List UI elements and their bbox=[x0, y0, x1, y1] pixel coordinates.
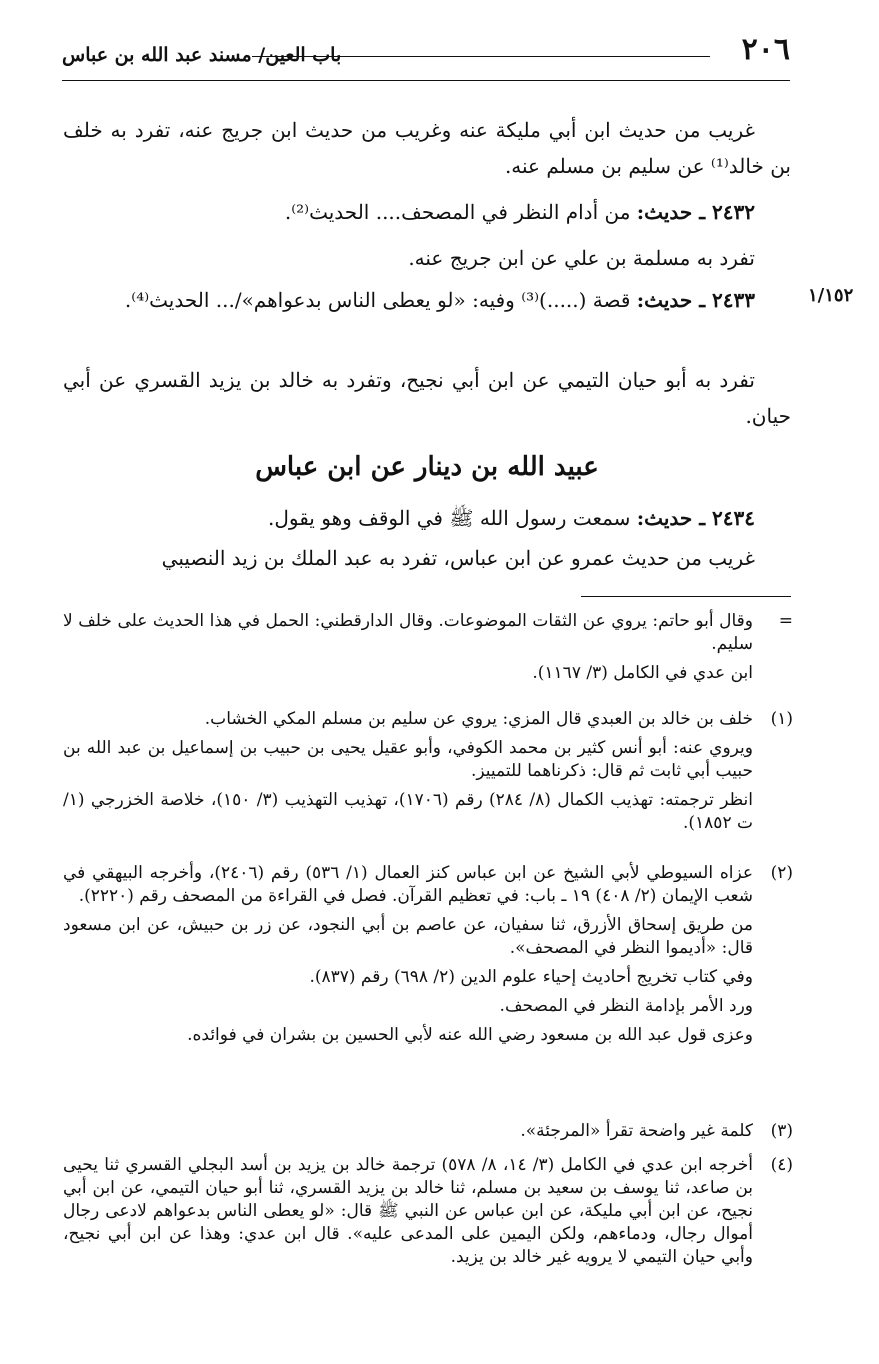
footnote-line: كلمة غير واضحة تقرأ «المرجئة». bbox=[520, 1121, 753, 1141]
continuation-marker: = bbox=[778, 611, 793, 631]
footnote-number: (١) bbox=[770, 709, 793, 729]
hadith-text: قصة (.....)⁽³⁾ وفيه: «لو يعطى الناس بدعواهم»/... الحديث⁽⁴⁾. bbox=[124, 288, 631, 312]
footnote-number: (٤) bbox=[770, 1155, 793, 1175]
footnote-2 bbox=[63, 862, 791, 1053]
hadith-2432 bbox=[63, 194, 791, 230]
header-underline bbox=[62, 80, 790, 81]
footnote-line: من طريق إسحاق الأزرق، ثنا سفيان، عن عاصم بن أبي النجود، عن زر بن حبيش، عن ابن مسعود قال: «أديموا النظر في المصحف». bbox=[63, 915, 753, 958]
footnote-line: ابن عدي في الكامل (٣/ ١١٦٧). bbox=[532, 663, 753, 683]
hadith-text: سمعت رسول الله ﷺ في الوقف وهو يقول. bbox=[267, 506, 631, 530]
paragraph-1: غريب من حديث ابن أبي مليكة عنه وغريب من حديث ابن جريج عنه، تفرد به خلف بن خالد⁽¹⁾ عن سليم بن مسلم عنه. bbox=[63, 118, 791, 178]
hadith-text: من أدام النظر في المصحف.... الحديث⁽²⁾. bbox=[284, 200, 631, 224]
footnote-line: خلف بن خالد بن العبدي قال المزي: يروي عن سليم بن مسلم المكي الخشاب. bbox=[204, 709, 753, 729]
footnote-4 bbox=[63, 1154, 791, 1275]
hadith-number: ٢٤٣٢ ـ حديث: bbox=[636, 200, 755, 224]
section-title: عبيد الله بن دينار عن ابن عباس bbox=[255, 452, 599, 482]
hadith-2434 bbox=[63, 500, 791, 536]
hadith-number: ٢٤٣٣ ـ حديث: bbox=[636, 288, 755, 312]
footnote-3 bbox=[63, 1120, 791, 1149]
paragraph-7: غريب من حديث عمرو عن ابن عباس، تفرد به عبد الملك بن زيد النصيبي bbox=[161, 546, 755, 570]
paragraph-3: تفرد به مسلمة بن علي عن ابن جريج عنه. bbox=[408, 246, 755, 270]
footnote-line: عزاه السيوطي لأبي الشيخ عن ابن عباس كنز العمال (١/ ٥٣٦) رقم (٢٤٠٦)، وأخرجه البيهقي في شعب الإيمان (٢/ ٤٠٨) ١٩ ـ باب: في تعظيم القرآن. فصل في القراءة من المصحف رقم (٢٢٢٠). bbox=[63, 863, 753, 906]
footnote-line: ورد الأمر بإدامة النظر في المصحف. bbox=[499, 996, 753, 1016]
footnote-line: وفي كتاب تخريج أحاديث إحياء علوم الدين (٢/ ٦٩٨) رقم (٨٣٧). bbox=[309, 967, 753, 987]
page-number: ٢٠٦ bbox=[741, 32, 790, 67]
footnote-continuation bbox=[63, 610, 791, 691]
hadith-2433 bbox=[63, 282, 791, 318]
running-title: باب العين/ مسند عبد الله بن عباس bbox=[62, 44, 342, 66]
footnote-line: انظر ترجمته: تهذيب الكمال (٨/ ٢٨٤) رقم (١٧٠٦)، تهذيب التهذيب (٣/ ١٥٠)، خلاصة الخزرجي (١/ ت ١٨٥٢). bbox=[63, 790, 753, 833]
footnote-line: وقال أبو حاتم: يروي عن الثقات الموضوعات. وقال الدارقطني: الحمل في هذا الحديث على خلف لا سليم. bbox=[63, 611, 753, 654]
footnote-line: ويروي عنه: أبو أنس كثير بن محمد الكوفي، وأبو عقيل يحيى بن حبيب بن إسماعيل بن عبد الله بن حبيب أبي ثابت ثم قال: ذكرناهما للتمييز. bbox=[63, 738, 753, 781]
footnote-line: أخرجه ابن عدي في الكامل (٣/ ١٤، ٨/ ٥٧٨) ترجمة خالد بن يزيد بن أسد البجلي القسري ثنا يحيى بن صاعد، ثنا يوسف بن سعيد بن مسلم، ثنا خالد بن يزيد القسري، ثنا أبو حيان التيمي، عن ابن أبي نجيح، عن ابن أبي مليكة، عن ابن عباس عن النبي ﷺ قال: «لو يعطى الناس بدعواهم لادعى رجال أموال رجال، ودماءهم، ولكن اليمين على المدعى عليه». قال ابن عدي: وهذا عن ابن أبي نجيح، وأبي حيان التيمي لا يرويه غير خالد بن يزيد. bbox=[63, 1155, 754, 1267]
footnote-1 bbox=[63, 708, 791, 841]
page-header bbox=[62, 32, 790, 82]
footnote-separator bbox=[581, 596, 791, 597]
paragraph-5: تفرد به أبو حيان التيمي عن ابن أبي نجيح، وتفرد به خالد بن يزيد القسري عن أبي حيان. bbox=[63, 368, 791, 428]
footnote-number: (٣) bbox=[770, 1121, 793, 1141]
hadith-number: ٢٤٣٤ ـ حديث: bbox=[636, 506, 755, 530]
footnote-number: (٢) bbox=[770, 863, 793, 883]
footnote-line: وعزى قول عبد الله بن مسعود رضي الله عنه لأبي الحسين بن بشران في فوائده. bbox=[187, 1025, 753, 1045]
margin-reference: ١/١٥٢ bbox=[808, 285, 854, 306]
